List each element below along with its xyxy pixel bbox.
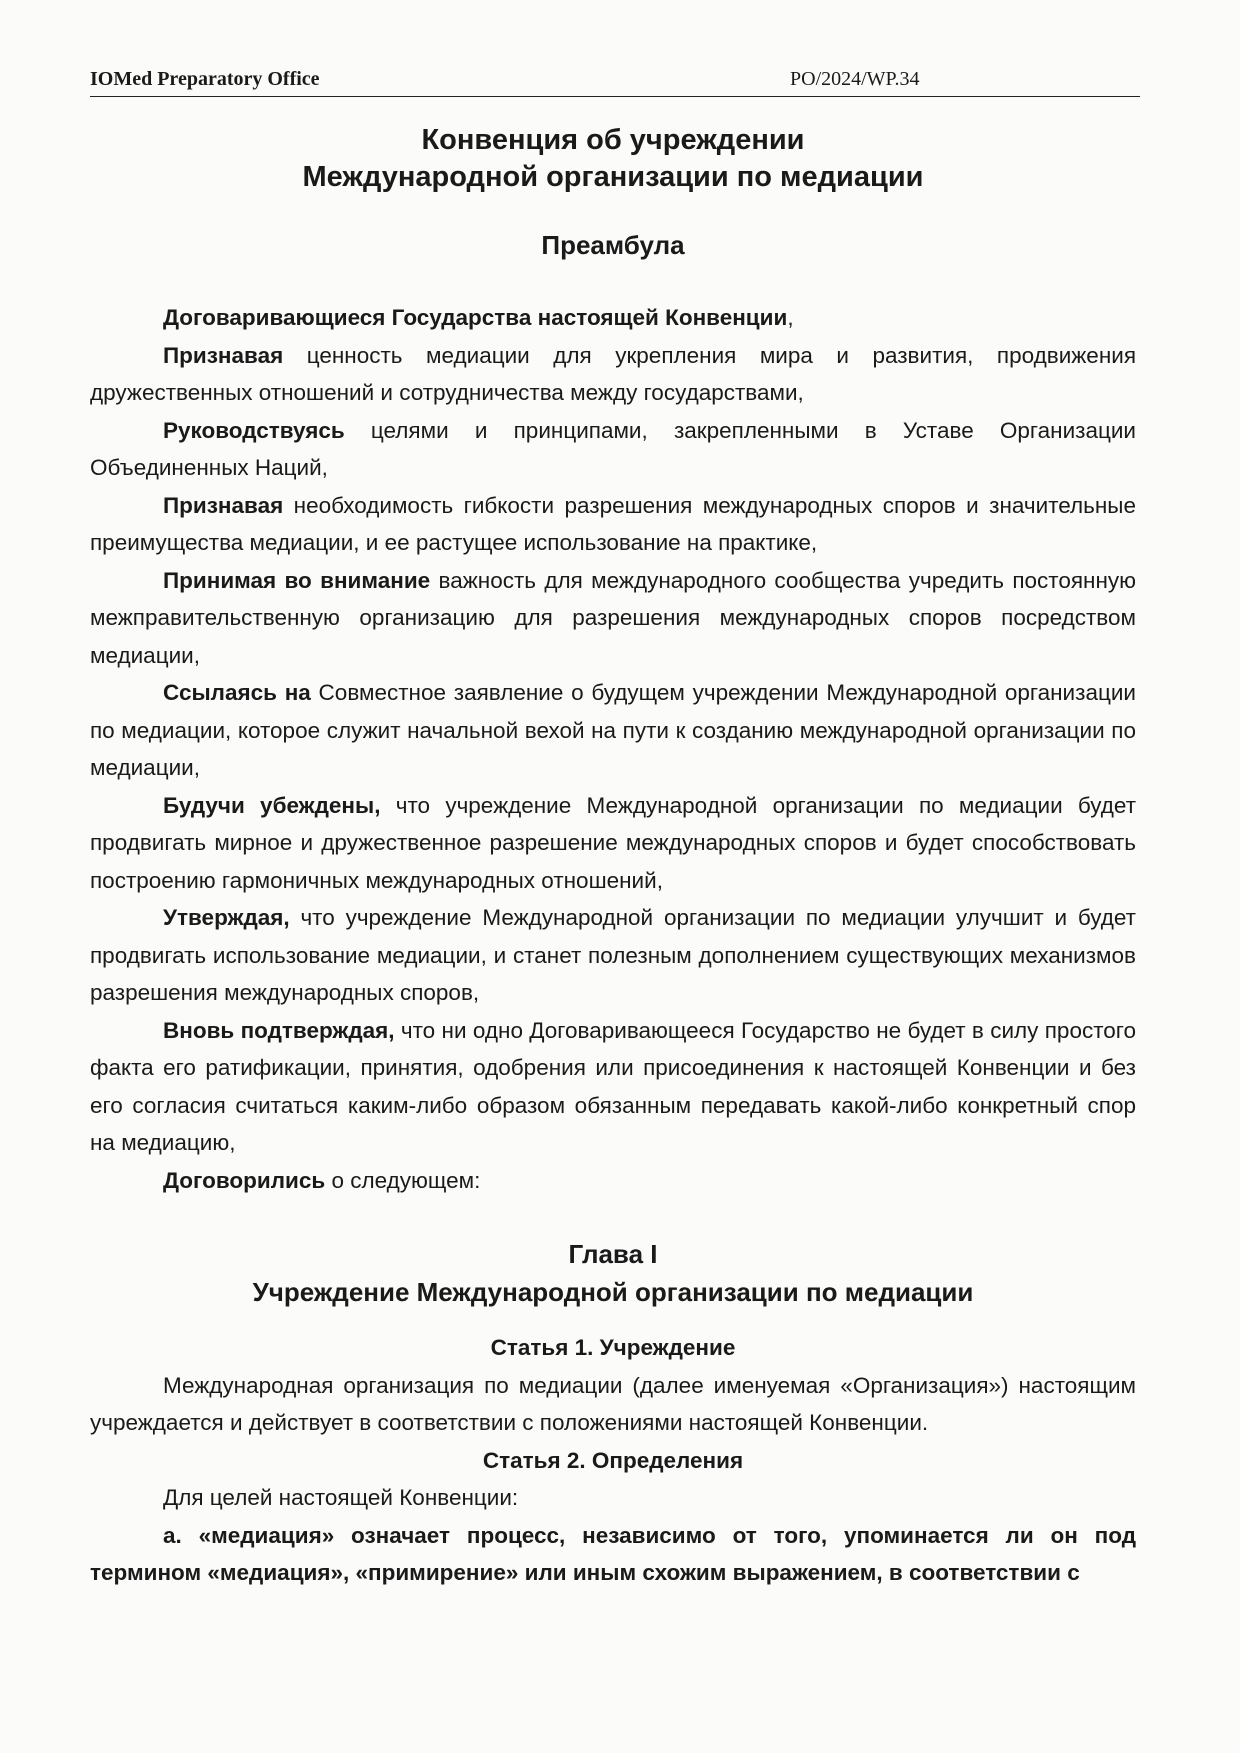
- preamble-lead: Признавая: [163, 492, 284, 518]
- article-1-heading: Статья 1. Учреждение: [490, 1335, 736, 1360]
- page-header: [90, 68, 1140, 97]
- preamble-lead: Договаривающиеся Государства настоящей Конвенции: [163, 305, 788, 330]
- preamble-lead: Руководствуясь: [163, 417, 345, 443]
- preamble-lead: Принимая во внимание: [163, 567, 431, 593]
- preamble-lead: Договорились: [163, 1167, 326, 1193]
- header-office: IOMed Preparatory Office: [90, 68, 320, 90]
- preamble-lead: Признавая: [163, 342, 284, 368]
- chapter-number: Глава I: [568, 1239, 658, 1269]
- preamble-paragraph: Будучи убеждены, что учреждение Международной организации по медиации будет продвигать мирное и дружественное разрешение международных споров и будет способствовать построению гармоничных международных отношений,: [90, 792, 1136, 893]
- preamble-paragraph: Договорились о следующем:: [163, 1167, 481, 1193]
- article-1-text: Международная организация по медиации (далее именуемая «Организация») настоящим учреждается и действует в соответствии с положениями настоящей Конвенции.: [90, 1372, 1136, 1435]
- preamble-heading: Преамбула: [541, 230, 685, 260]
- article-2-intro: Для целей настоящей Конвенции:: [163, 1485, 519, 1510]
- document-body: [90, 122, 1136, 1592]
- preamble-paragraph: Утверждая, что учреждение Международной организации по медиации улучшит и будет продвигать использование медиации, и станет полезным дополнением существующих механизмов разрешения международных споров,: [90, 905, 1136, 1005]
- chapter-title: Учреждение Международной организации по медиации: [252, 1277, 974, 1307]
- header-doc-number: PO/2024/WP.34: [790, 68, 920, 90]
- document-title: [90, 122, 1136, 196]
- preamble: [90, 299, 1136, 1199]
- preamble-paragraph: Руководствуясь целями и принципами, закрепленными в Уставе Организации Объединенных Наций,: [90, 417, 1136, 480]
- preamble-lead: Будучи убеждены,: [163, 792, 381, 818]
- article-2-item-a: а. «медиация» означает процесс, независимо от того, упоминается ли он под термином «медиация», «примирение» или иным схожим выражением, в соответствии с: [90, 1522, 1136, 1585]
- preamble-lead: Вновь подтверждая,: [163, 1017, 395, 1043]
- preamble-paragraph: Договаривающиеся Государства настоящей Конвенции,: [163, 305, 794, 330]
- chapter-heading: [90, 1235, 1136, 1311]
- preamble-paragraph: Признавая необходимость гибкости разрешения международных споров и значительные преимущества медиации, и ее растущее использование на практике,: [90, 492, 1136, 555]
- title-line-2: Международной организации по медиации: [302, 161, 924, 193]
- preamble-paragraph: Признавая ценность медиации для укрепления мира и развития, продвижения дружественных отношений и сотрудничества между государствами,: [90, 342, 1136, 405]
- article-2-heading: Статья 2. Определения: [482, 1447, 744, 1473]
- title-line-1: Конвенция об учреждении: [421, 124, 805, 156]
- preamble-paragraph: Вновь подтверждая, что ни одно Договаривающееся Государство не будет в силу простого факта его ратификации, принятия, одобрения или присоединения к настоящей Конвенции и без его согласия считаться каким-либо образом обязанным передавать какой-либо конкретный спор на медиацию,: [90, 1017, 1136, 1155]
- preamble-lead: Ссылаясь на: [163, 680, 311, 705]
- preamble-lead: Утверждая,: [163, 905, 290, 930]
- preamble-paragraph: Принимая во внимание важность для международного сообщества учредить постоянную межправительственную организацию для разрешения международных споров посредством медиации,: [90, 567, 1136, 668]
- preamble-paragraph: Ссылаясь на Совместное заявление о будущем учреждении Международной организации по медиации, которое служит начальной вехой на пути к созданию международной организации по медиации,: [90, 680, 1136, 780]
